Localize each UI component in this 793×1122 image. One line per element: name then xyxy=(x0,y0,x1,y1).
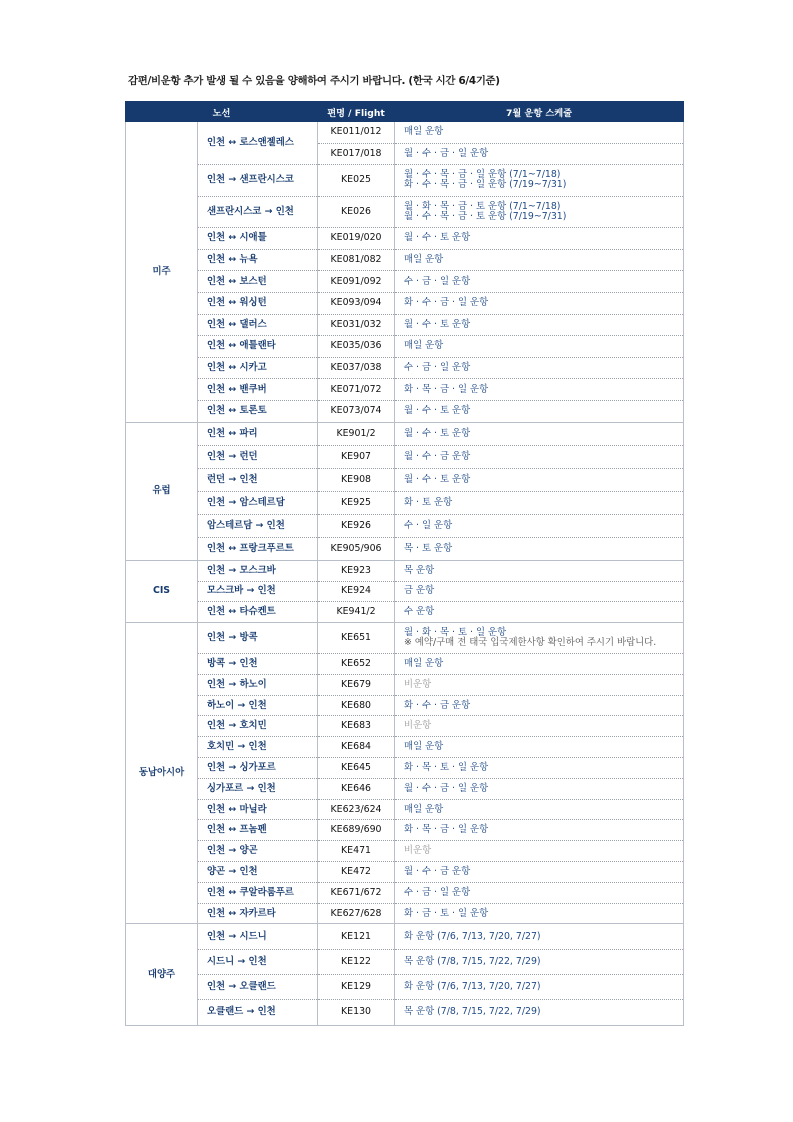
region-cell: 미주 xyxy=(126,122,198,423)
table-row xyxy=(126,379,684,401)
flight-number-cell: KE901/2 xyxy=(318,422,395,445)
table-row xyxy=(126,758,684,779)
route-cell: 인천 → 암스테르담 xyxy=(198,491,318,514)
route-cell: 인천 → 방콕 xyxy=(198,622,318,654)
table-row xyxy=(126,924,684,949)
route-cell: 인천 → 모스크바 xyxy=(198,561,318,582)
route-cell: 시드니 → 인천 xyxy=(198,949,318,974)
flight-number-cell: KE645 xyxy=(318,758,395,779)
region-cell: 동남아시아 xyxy=(126,622,198,924)
schedule-cell xyxy=(395,695,684,716)
schedule-cell xyxy=(395,622,684,654)
route-cell: 인천 → 싱가포르 xyxy=(198,758,318,779)
route-cell: 인천 → 런던 xyxy=(198,445,318,468)
flight-number-cell: KE680 xyxy=(318,695,395,716)
flight-number-cell: KE091/092 xyxy=(318,271,395,293)
table-row xyxy=(126,292,684,314)
schedule-line: 목 운항 (7/8, 7/15, 7/22, 7/29) xyxy=(404,955,541,967)
schedule-line: 월 · 수 · 토 운항 xyxy=(404,232,471,244)
table-row xyxy=(126,491,684,514)
table-row xyxy=(126,165,684,197)
schedule-cell xyxy=(395,778,684,799)
flight-number-cell: KE035/036 xyxy=(318,336,395,358)
schedule-cell xyxy=(395,949,684,974)
notice-text: 감편/비운항 추가 발생 될 수 있음을 양해하여 주시기 바랍니다. (한국 시간 6/4기준) xyxy=(128,75,500,87)
flight-number-cell: KE683 xyxy=(318,716,395,737)
flight-number-cell: KE926 xyxy=(318,514,395,537)
route-cell: 인천 ↔ 마닐라 xyxy=(198,799,318,820)
schedule-cell xyxy=(395,422,684,445)
schedule-cell xyxy=(395,400,684,422)
schedule-cell xyxy=(395,196,684,228)
route-cell: 인천 ↔ 파리 xyxy=(198,422,318,445)
schedule-cell xyxy=(395,538,684,561)
route-cell: 인천 ↔ 댈러스 xyxy=(198,314,318,336)
schedule-line: 월 · 수 · 금 · 일 운항 xyxy=(404,782,489,794)
schedule-cell xyxy=(395,165,684,197)
schedule-cell xyxy=(395,336,684,358)
flight-number-cell: KE130 xyxy=(318,1000,395,1025)
route-cell: 인천 ↔ 타슈켄트 xyxy=(198,602,318,623)
flight-number-cell: KE472 xyxy=(318,862,395,883)
route-cell: 방콕 → 인천 xyxy=(198,654,318,675)
schedule-line: 매일 운항 xyxy=(404,126,444,138)
schedule-line: 월 · 수 · 금 · 일 운항 xyxy=(404,147,489,159)
table-row xyxy=(126,862,684,883)
route-cell: 호치민 → 인천 xyxy=(198,737,318,758)
flight-number-cell: KE025 xyxy=(318,165,395,197)
table-row xyxy=(126,737,684,758)
route-cell: 인천 ↔ 밴쿠버 xyxy=(198,379,318,401)
schedule-line: 비운항 xyxy=(404,678,432,690)
flight-number-cell: KE017/018 xyxy=(318,143,395,165)
schedule-line: 월 · 수 · 토 운항 xyxy=(404,473,471,485)
schedule-cell xyxy=(395,271,684,293)
flight-number-cell: KE073/074 xyxy=(318,400,395,422)
route-cell: 인천 → 시드니 xyxy=(198,924,318,949)
schedule-cell xyxy=(395,468,684,491)
route-cell: 인천 ↔ 자카르타 xyxy=(198,903,318,924)
flight-number-cell: KE925 xyxy=(318,491,395,514)
table-row xyxy=(126,903,684,924)
flight-number-cell: KE031/032 xyxy=(318,314,395,336)
schedule-line: 화 · 목 · 금 · 일 운항 xyxy=(404,824,489,836)
table-row xyxy=(126,949,684,974)
table-row xyxy=(126,357,684,379)
flight-number-cell: KE037/038 xyxy=(318,357,395,379)
schedule-line: 화 · 목 · 토 · 일 운항 xyxy=(404,761,489,773)
route-cell: 인천 ↔ 워싱턴 xyxy=(198,292,318,314)
schedule-cell xyxy=(395,882,684,903)
flight-number-cell: KE684 xyxy=(318,737,395,758)
route-cell: 샌프란시스코 → 인천 xyxy=(198,196,318,228)
flight-number-cell: KE689/690 xyxy=(318,820,395,841)
schedule-cell xyxy=(395,1000,684,1025)
flight-number-cell: KE121 xyxy=(318,924,395,949)
flight-number-cell: KE652 xyxy=(318,654,395,675)
route-cell: 싱가포르 → 인천 xyxy=(198,778,318,799)
flight-number-cell: KE924 xyxy=(318,581,395,602)
table-row xyxy=(126,602,684,623)
schedule-cell xyxy=(395,445,684,468)
schedule-cell xyxy=(395,758,684,779)
table-row xyxy=(126,674,684,695)
schedule-line: 화 · 수 · 금 · 일 운항 xyxy=(404,297,489,309)
schedule-cell xyxy=(395,357,684,379)
table-row xyxy=(126,778,684,799)
schedule-cell xyxy=(395,292,684,314)
table-row xyxy=(126,445,684,468)
table-header-row xyxy=(126,102,684,122)
schedule-line: 월 · 수 · 토 운항 xyxy=(404,405,471,417)
region-cell: CIS xyxy=(126,561,198,623)
flight-number-cell: KE026 xyxy=(318,196,395,228)
table-row xyxy=(126,799,684,820)
schedule-line: 금 운항 xyxy=(404,585,435,597)
table-row xyxy=(126,271,684,293)
schedule-line: 월 · 수 · 목 · 금 · 토 운항 (7/19~7/31) xyxy=(404,210,567,222)
flight-number-cell: KE623/624 xyxy=(318,799,395,820)
schedule-cell xyxy=(395,674,684,695)
table-row xyxy=(126,400,684,422)
header-route: 노선 xyxy=(126,102,318,122)
route-cell: 인천 ↔ 토론토 xyxy=(198,400,318,422)
schedule-cell xyxy=(395,314,684,336)
route-cell: 인천 ↔ 프놈펜 xyxy=(198,820,318,841)
header-schedule: 7월 운항 스케줄 xyxy=(395,102,684,122)
schedule-line: 월 · 수 · 목 · 금 · 일 운항 (7/1~7/18) xyxy=(404,169,561,181)
schedule-cell xyxy=(395,862,684,883)
table-row xyxy=(126,122,684,144)
flight-schedule-table xyxy=(125,101,684,1026)
route-cell: 인천 ↔ 시애틀 xyxy=(198,228,318,250)
schedule-cell xyxy=(395,561,684,582)
flight-number-cell: KE923 xyxy=(318,561,395,582)
table-row xyxy=(126,841,684,862)
flight-number-cell: KE019/020 xyxy=(318,228,395,250)
flight-number-cell: KE941/2 xyxy=(318,602,395,623)
flight-number-cell: KE646 xyxy=(318,778,395,799)
route-cell: 인천 ↔ 시카고 xyxy=(198,357,318,379)
region-cell: 유럽 xyxy=(126,422,198,561)
header-flight: 편명 / Flight xyxy=(318,102,395,122)
schedule-line: 화 · 금 · 토 · 일 운항 xyxy=(404,907,489,919)
schedule-cell xyxy=(395,799,684,820)
schedule-line: 매일 운항 xyxy=(404,254,444,266)
flight-number-cell: KE071/072 xyxy=(318,379,395,401)
schedule-line: 목 운항 (7/8, 7/15, 7/22, 7/29) xyxy=(404,1006,541,1018)
table-row xyxy=(126,422,684,445)
schedule-cell xyxy=(395,924,684,949)
table-row xyxy=(126,249,684,271)
schedule-line: 매일 운항 xyxy=(404,657,444,669)
route-cell: 인천 ↔ 프랑크푸르트 xyxy=(198,538,318,561)
schedule-cell xyxy=(395,581,684,602)
route-cell: 하노이 → 인천 xyxy=(198,695,318,716)
schedule-cell xyxy=(395,602,684,623)
schedule-line: 월 · 수 · 금 운항 xyxy=(404,450,471,462)
table-row xyxy=(126,196,684,228)
schedule-cell xyxy=(395,143,684,165)
schedule-cell xyxy=(395,491,684,514)
schedule-line: 화 · 목 · 금 · 일 운항 xyxy=(404,383,489,395)
table-row xyxy=(126,581,684,602)
schedule-line: 목 · 토 운항 xyxy=(404,543,453,555)
route-cell: 인천 ↔ 보스턴 xyxy=(198,271,318,293)
table-row xyxy=(126,975,684,1000)
route-cell: 인천 ↔ 쿠알라룸푸르 xyxy=(198,882,318,903)
flight-number-cell: KE905/906 xyxy=(318,538,395,561)
schedule-cell xyxy=(395,228,684,250)
schedule-line: 월 · 수 · 토 운항 xyxy=(404,318,471,330)
flight-number-cell: KE908 xyxy=(318,468,395,491)
flight-number-cell: KE671/672 xyxy=(318,882,395,903)
table-row xyxy=(126,882,684,903)
flight-number-cell: KE081/082 xyxy=(318,249,395,271)
schedule-line: 목 운항 xyxy=(404,564,435,576)
table-row xyxy=(126,561,684,582)
route-cell: 인천 → 샌프란시스코 xyxy=(198,165,318,197)
schedule-note: ※ 예약/구매 전 태국 입국제한사항 확인하여 주시기 바랍니다. xyxy=(404,636,657,648)
table-row xyxy=(126,622,684,654)
schedule-cell xyxy=(395,903,684,924)
schedule-line: 매일 운항 xyxy=(404,741,444,753)
flight-number-cell: KE093/094 xyxy=(318,292,395,314)
schedule-line: 수 · 금 · 일 운항 xyxy=(404,275,471,287)
table-row xyxy=(126,716,684,737)
flight-number-cell: KE471 xyxy=(318,841,395,862)
schedule-line: 비운항 xyxy=(404,720,432,732)
flight-number-cell: KE129 xyxy=(318,975,395,1000)
route-cell: 인천 ↔ 로스앤젤레스 xyxy=(198,122,318,165)
schedule-line: 수 · 금 · 일 운항 xyxy=(404,886,471,898)
schedule-line: 월 · 화 · 목 · 토 · 일 운항 xyxy=(404,626,507,638)
schedule-cell xyxy=(395,820,684,841)
route-cell: 암스테르담 → 인천 xyxy=(198,514,318,537)
schedule-line: 화 운항 (7/6, 7/13, 7/20, 7/27) xyxy=(404,930,541,942)
table-row xyxy=(126,695,684,716)
schedule-line: 비운항 xyxy=(404,845,432,857)
schedule-line: 매일 운항 xyxy=(404,340,444,352)
route-cell: 인천 → 하노이 xyxy=(198,674,318,695)
region-cell: 대양주 xyxy=(126,924,198,1025)
schedule-cell xyxy=(395,122,684,144)
schedule-cell xyxy=(395,716,684,737)
flight-number-cell: KE122 xyxy=(318,949,395,974)
table-row xyxy=(126,820,684,841)
schedule-line: 화 · 수 · 금 운항 xyxy=(404,699,471,711)
route-cell: 인천 → 오클랜드 xyxy=(198,975,318,1000)
route-cell: 인천 → 양곤 xyxy=(198,841,318,862)
flight-number-cell: KE907 xyxy=(318,445,395,468)
schedule-line: 수 · 일 운항 xyxy=(404,519,453,531)
schedule-cell xyxy=(395,654,684,675)
table-row xyxy=(126,314,684,336)
flight-number-cell: KE011/012 xyxy=(318,122,395,144)
schedule-line: 월 · 수 · 금 운항 xyxy=(404,865,471,877)
schedule-line: 월 · 수 · 토 운항 xyxy=(404,427,471,439)
table-row xyxy=(126,336,684,358)
route-cell: 오클랜드 → 인천 xyxy=(198,1000,318,1025)
table-row xyxy=(126,538,684,561)
route-cell: 모스크바 → 인천 xyxy=(198,581,318,602)
flight-number-cell: KE651 xyxy=(318,622,395,654)
schedule-line: 화 · 토 운항 xyxy=(404,496,453,508)
table-row xyxy=(126,654,684,675)
schedule-cell xyxy=(395,737,684,758)
schedule-cell xyxy=(395,975,684,1000)
route-cell: 인천 ↔ 뉴욕 xyxy=(198,249,318,271)
route-cell: 런던 → 인천 xyxy=(198,468,318,491)
route-cell: 양곤 → 인천 xyxy=(198,862,318,883)
schedule-line: 화 · 수 · 목 · 금 · 일 운항 (7/19~7/31) xyxy=(404,179,567,191)
flight-number-cell: KE627/628 xyxy=(318,903,395,924)
flight-number-cell: KE679 xyxy=(318,674,395,695)
schedule-line: 수 운항 xyxy=(404,605,435,617)
table-row xyxy=(126,468,684,491)
schedule-cell xyxy=(395,249,684,271)
table-row xyxy=(126,228,684,250)
table-row xyxy=(126,1000,684,1025)
route-cell: 인천 ↔ 애틀랜타 xyxy=(198,336,318,358)
schedule-line: 월 · 화 · 목 · 금 · 토 운항 (7/1~7/18) xyxy=(404,200,561,212)
schedule-line: 수 · 금 · 일 운항 xyxy=(404,362,471,374)
table-row xyxy=(126,514,684,537)
schedule-cell xyxy=(395,514,684,537)
schedule-cell xyxy=(395,841,684,862)
schedule-cell xyxy=(395,379,684,401)
route-cell: 인천 → 호치민 xyxy=(198,716,318,737)
schedule-line: 화 운항 (7/6, 7/13, 7/20, 7/27) xyxy=(404,981,541,993)
schedule-line: 매일 운항 xyxy=(404,803,444,815)
